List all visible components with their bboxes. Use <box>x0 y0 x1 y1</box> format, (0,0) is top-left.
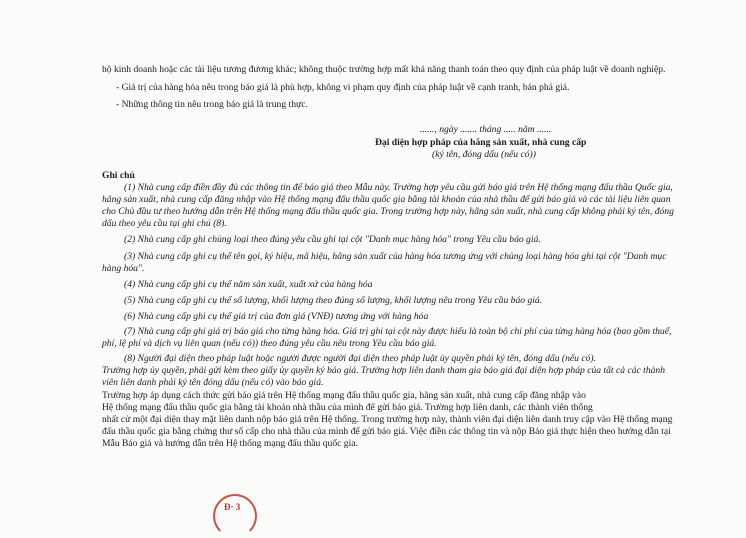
note-7-line-2: phí, lệ phí và dịch vụ liên quan (nếu có)) theo đúng yêu cầu nêu trong Yêu cầu báo giá. <box>102 338 437 349</box>
signature-note: (ký tên, đóng dấu (nếu có)) <box>432 149 536 160</box>
bullet-honest-info: - Những thông tin nêu trong báo giá là trung thực. <box>116 99 308 110</box>
extra-line-4: đấu thầu quốc gia bằng chứng thư số cấp cho nhà thầu của mình để gửi báo giá. Việc điền các thông tin và nộp Báo giá thực hiện theo hướng dẫn tại <box>102 426 671 437</box>
extra-line-2: Hệ thống mạng đấu thầu quốc gia bằng tài khoản nhà thầu của mình để gửi báo giá. Trường hợp liên danh, các thành viên thống <box>102 402 593 413</box>
note-5: (5) Nhà cung cấp ghi cụ thể số lượng, khối lượng theo đúng số lượng, khối lượng nêu trong Yêu cầu báo giá. <box>124 295 543 306</box>
note-1-line-2: hãng sản xuất, nhà cung cấp đăng nhập vào Hệ thống mạng đấu thầu quốc gia bằng tài khoản của nhà thầu để gửi báo giá và các tài liệu liên quan <box>102 194 671 205</box>
signature-date: ......, ngày ....... tháng ..... năm ...... <box>420 124 552 135</box>
red-stamp-seal <box>213 494 257 538</box>
note-1-line-1: (1) Nhà cung cấp điền đầy đủ các thông tin để báo giá theo Mẫu này. Trường hợp yêu cầu gửi báo giá trên Hệ thống mạng đấu thầu Quốc gia, <box>124 182 673 193</box>
note-7-line-1: (7) Nhà cung cấp ghi giá trị báo giá cho từng hàng hóa. Giá trị ghi tại cột này được hiểu là toàn bộ chi phí của từng hàng hóa (bao gồm thuế, <box>124 326 672 337</box>
note-6: (6) Nhà cung cấp ghi cụ thể giá trị của đơn giá (VNĐ) tương ứng với hàng hóa <box>124 311 429 322</box>
stamp-text: Đ· 3 <box>224 502 241 512</box>
note-8-line-2: Trường hợp ủy quyền, phải gửi kèm theo giấy ủy quyền ký báo giá. Trường hợp liên danh tham gia báo giá đại diện hợp pháp của tất cả các thành <box>102 365 666 376</box>
note-8-line-1: (8) Người đại diện theo pháp luật hoặc người được người đại diện theo pháp luật ủy quyền phải ký tên, đóng dấu (nếu có). <box>124 353 596 364</box>
note-4: (4) Nhà cung cấp ghi cụ thể năm sản xuất, xuất xứ của hàng hóa <box>124 279 373 290</box>
extra-line-1: Trường hợp áp dụng cách thức gửi báo giá trên Hệ thống mạng đấu thầu quốc gia, hãng sản xuất, nhà cung cấp đăng nhập vào <box>102 390 586 401</box>
continuation-line: hộ kinh doanh hoặc các tài liệu tương đương khác; không thuộc trường hợp mất khả năng thanh toán theo quy định của pháp luật về doanh nghiệp. <box>102 64 666 75</box>
notes-heading: Ghi chú <box>102 170 135 181</box>
note-2: (2) Nhà cung cấp ghi chủng loại theo đúng yêu cầu ghi tại cột "Danh mục hàng hóa" trong Yêu cầu báo giá. <box>124 234 541 245</box>
extra-line-3: nhất cử một đại diện thay mặt liên danh nộp báo giá trên Hệ thống. Trong trường hợp này, thành viên đại diện liên danh truy cập vào Hệ thống mạng <box>102 414 673 425</box>
note-3-line-2: hàng hóa". <box>102 263 145 274</box>
bullet-price-valid: - Giá trị của hàng hóa nêu trong báo giá là phù hợp, không vi phạm quy định của pháp luật về cạnh tranh, bán phá giá. <box>116 82 570 93</box>
signature-title: Đại diện hợp pháp của hãng sản xuất, nhà cung cấp <box>375 137 587 148</box>
note-1-line-3: cho Chủ đầu tư theo hướng dẫn trên Hệ thống mạng đấu thầu quốc gia. Trong trường hợp này, hãng sản xuất, nhà cung cấp không phải ký tên, đóng <box>102 206 674 217</box>
note-8-line-3: viên liên danh phải ký tên đóng dấu (nếu có) vào báo giá. <box>102 377 324 388</box>
extra-line-5: Mẫu Báo giá và hướng dẫn trên Hệ thống mạng đấu thầu quốc gia. <box>102 438 358 449</box>
note-3-line-1: (3) Nhà cung cấp ghi cụ thể tên gọi, ký hiệu, mã hiệu, hãng sản xuất của hàng hóa tương ứng với chủng loại hàng hóa ghi tại cột "Danh mục <box>124 251 667 262</box>
note-1-line-4: dấu theo yêu cầu tại ghi chú (8). <box>102 218 227 229</box>
